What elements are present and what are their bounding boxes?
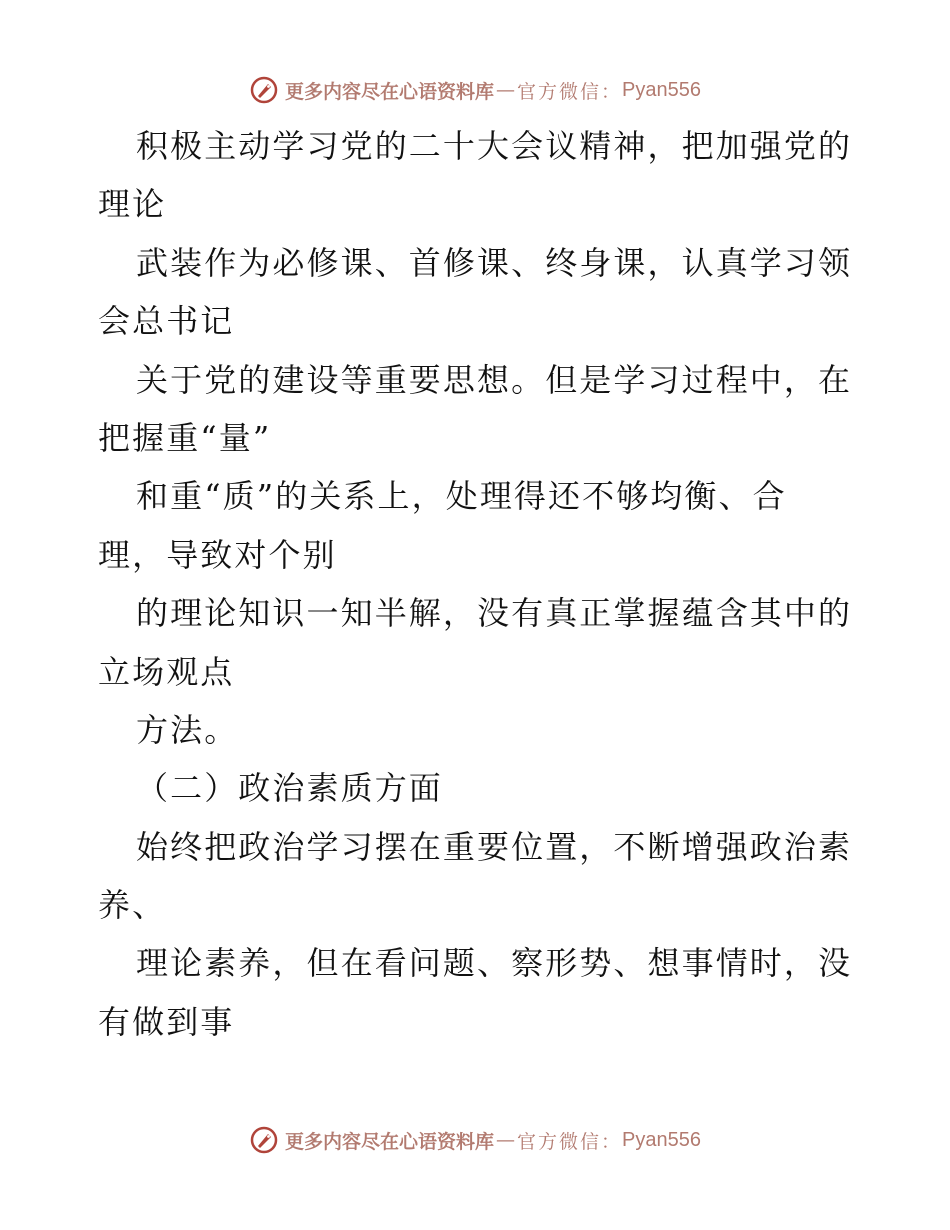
watermark-dash: — [496,79,516,101]
watermark-brand: 更多内容尽在心语资料库 [285,80,495,103]
watermark-label: 官方微信： [517,1130,623,1153]
body-line: 和重“质”的关系上，处理得还不够均衡、合 [136,477,787,516]
page-footer-watermark [0,1120,950,1160]
body-line: 理论 [98,185,167,224]
body-line: 积极主动学习党的二十大会议精神，把加强党的 [136,127,853,165]
body-line: 关于党的建设等重要思想。但是学习过程中，在 [136,360,853,399]
body-line: 立场观点 [98,652,235,691]
body-line: 有做到事 [98,1002,235,1041]
body-line: 始终把政治学习摆在重要位置，不断增强政治素 [136,827,853,866]
watermark-brand: 更多内容尽在心语资料库 [285,1130,495,1153]
body-line: 理论素养，但在看问题、察形势、想事情时，没 [136,944,853,983]
watermark-label: 官方微信： [517,80,623,103]
body-line: 理，导致对个别 [98,535,337,574]
body-line: 的理论知识一知半解，没有真正掌握蕴含其中的 [136,594,853,633]
page-header-watermark [0,70,950,110]
pen-nib-circle-icon [249,75,279,105]
body-line: 把握重“量” [98,418,272,457]
watermark-wechat-id: Pyan556 [622,1128,701,1151]
body-line: 方法。 [136,710,239,749]
body-line: 武装作为必修课、首修课、终身课，认真学习领 [136,243,853,282]
section-heading: （二）政治素质方面 [136,769,443,808]
document-body [98,117,858,1051]
watermark-dash: — [496,1129,516,1151]
body-line: 养、 [98,886,167,925]
watermark-wechat-id: Pyan556 [622,78,701,101]
body-line: 会总书记 [98,302,235,341]
pen-nib-circle-icon [249,1125,279,1155]
